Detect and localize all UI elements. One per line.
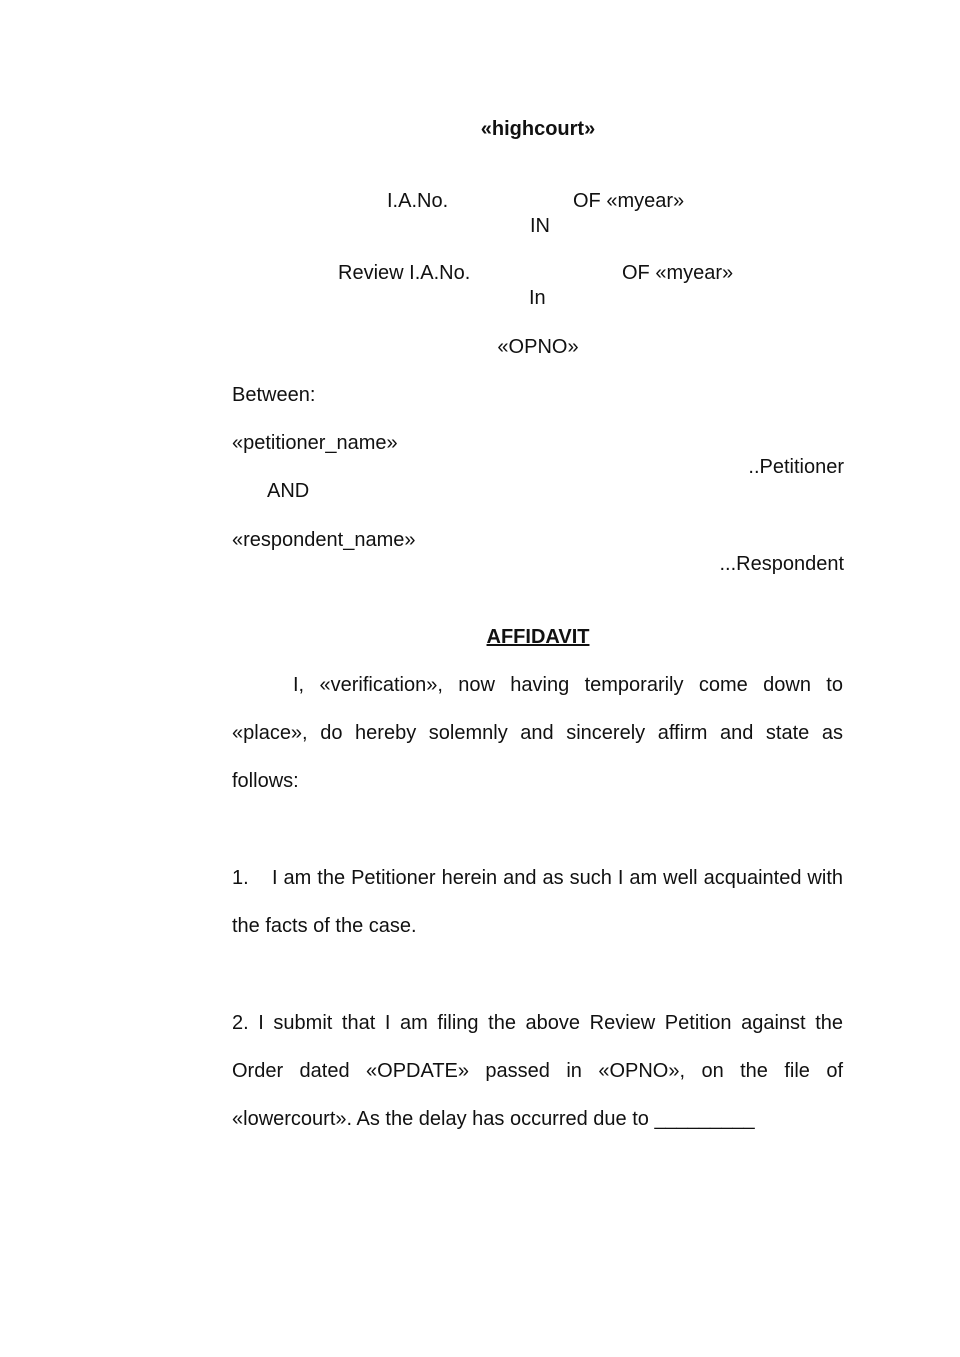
review-ia-year: OF «myear» <box>622 262 734 284</box>
affidavit-point-1 <box>232 854 843 950</box>
in-connector-upper: IN <box>530 215 550 237</box>
petitioner-role: ..Petitioner <box>748 456 844 478</box>
respondent-role: ...Respondent <box>719 553 844 575</box>
op-number: «OPNO» <box>497 336 579 358</box>
review-ia-number-label: Review I.A.No. <box>338 262 471 284</box>
in-connector-lower: In <box>529 287 546 309</box>
point-1-number: 1. <box>232 867 249 889</box>
ia-year: OF «myear» <box>573 190 685 212</box>
affidavit-intro: I, «verification», now having temporarily come down to «place», do hereby solemnly and sincerely affirm and state as follows: <box>232 674 843 792</box>
between-label: Between: <box>232 384 316 406</box>
affidavit-point-2: 2. I submit that I am filing the above Review Petition against the Order dated «OPDATE» passed in «OPNO», on the file of «lowercourt». As the delay has occurred due to _________ <box>232 1012 843 1130</box>
and-label: AND <box>267 480 310 502</box>
ia-number-label: I.A.No. <box>387 190 449 212</box>
respondent-name: «respondent_name» <box>232 529 416 551</box>
point-1-text: I am the Petitioner herein and as such I am well acquainted with the facts of the case. <box>232 867 843 937</box>
petitioner-name: «petitioner_name» <box>232 432 398 454</box>
court-title: «highcourt» <box>480 118 596 140</box>
affidavit-heading: AFFIDAVIT <box>486 626 590 648</box>
